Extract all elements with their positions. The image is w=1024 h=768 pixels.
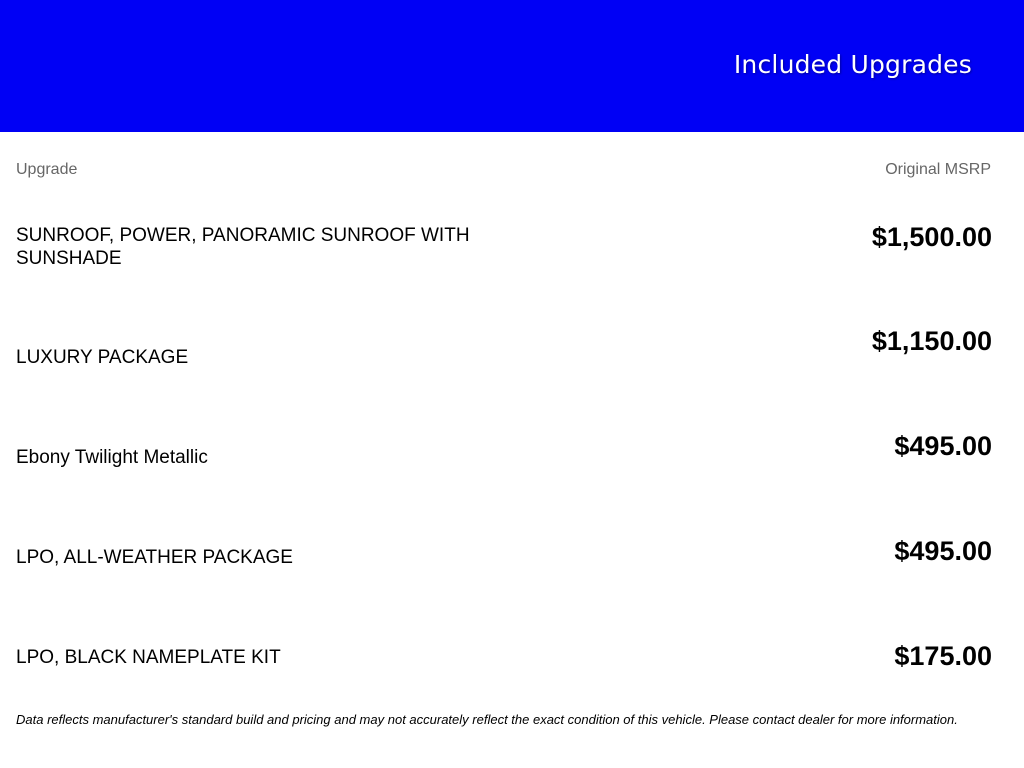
upgrade-price: $495.00	[894, 431, 992, 461]
upgrade-price: $175.00	[894, 641, 992, 671]
disclaimer-footnote: Data reflects manufacturer's standard build and pricing and may not accurately reflect the exact condition of this vehicle. Please contact dealer for more information.	[16, 712, 958, 727]
upgrade-row	[0, 536, 1024, 636]
upgrade-row	[0, 326, 1024, 426]
upgrade-name: LPO, BLACK NAMEPLATE KIT	[16, 647, 281, 668]
upgrade-price: $1,500.00	[871, 222, 992, 252]
upgrade-row	[0, 431, 1024, 531]
column-header-upgrade: Upgrade	[16, 161, 78, 178]
column-header-msrp: Original MSRP	[885, 161, 991, 178]
page-title: Included Upgrades	[733, 50, 972, 79]
upgrade-row	[0, 222, 1024, 322]
upgrade-name: Ebony Twilight Metallic	[16, 447, 208, 468]
header-banner	[0, 0, 1024, 132]
upgrade-name: SUNROOF, POWER, PANORAMIC SUNROOF WITH SUNSHADE	[16, 225, 470, 269]
upgrade-name: LUXURY PACKAGE	[16, 347, 189, 368]
upgrade-name: LPO, ALL-WEATHER PACKAGE	[16, 547, 293, 568]
upgrade-price: $1,150.00	[871, 326, 992, 356]
upgrade-price: $495.00	[894, 536, 992, 566]
